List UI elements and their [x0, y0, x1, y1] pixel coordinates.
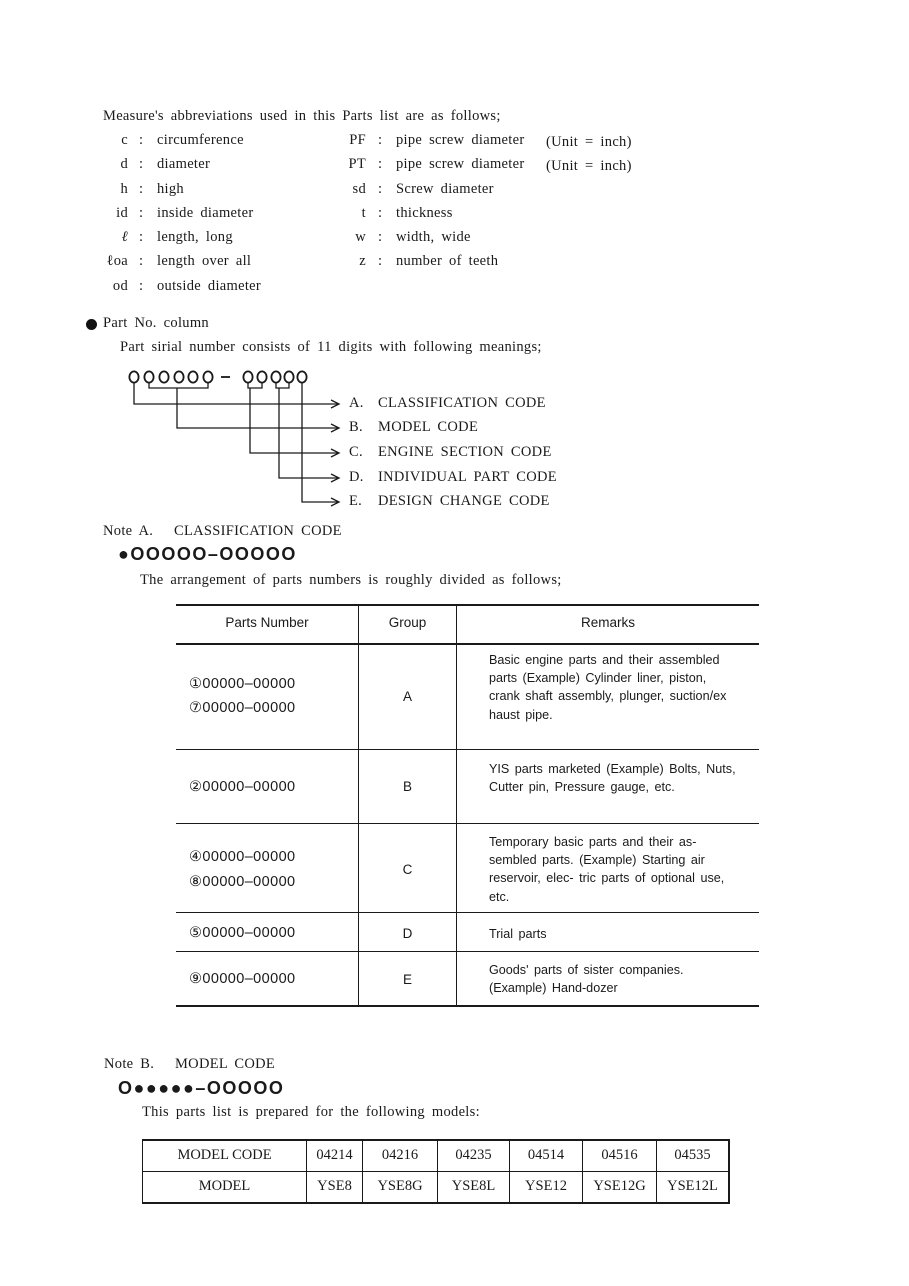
- abbrev-key: od: [112, 278, 128, 294]
- group-value: A: [402, 689, 412, 704]
- abbrev-definition: number of teeth: [396, 253, 499, 269]
- model-code-cell: 04216: [381, 1147, 419, 1163]
- parts-number: ②00000–00000: [189, 779, 296, 795]
- abbrev-key: t: [361, 205, 366, 221]
- part-number-diagram: [120, 362, 350, 512]
- abbrev-key: PF: [349, 132, 366, 148]
- column-header-group: Group: [388, 615, 427, 630]
- abbrev-colon: :: [378, 156, 383, 172]
- note-b-description: This parts list is prepared for the following models:: [142, 1104, 480, 1120]
- code-letter: D.: [349, 469, 364, 485]
- abbrev-definition: width, wide: [396, 229, 471, 245]
- abbrev-colon: :: [378, 205, 383, 221]
- abbrev-colon: :: [139, 132, 144, 148]
- abbrev-definition: pipe screw diameter: [396, 156, 525, 172]
- model-code-cell: 04235: [455, 1147, 492, 1163]
- note-a-code-pattern: ●OOOOO–OOOOO: [118, 544, 297, 564]
- group-value: C: [402, 862, 413, 877]
- abbrev-definition: inside diameter: [157, 205, 254, 221]
- abbrev-key: ℓ: [121, 229, 128, 245]
- abbrev-colon: :: [139, 253, 144, 269]
- parts-number: ④00000–00000: [189, 849, 296, 865]
- model-cell: YSE12G: [593, 1178, 646, 1194]
- model-cell: YSE8G: [377, 1178, 423, 1194]
- abbrev-colon: :: [378, 132, 383, 148]
- abbrev-row: [0, 156, 909, 176]
- abbrev-row: [0, 278, 909, 298]
- remarks-text: Goods' parts of sister companies. (Example) Hand-dozer: [489, 963, 684, 996]
- model-code-cell: 04535: [674, 1147, 711, 1163]
- abbrev-definition: high: [157, 181, 184, 197]
- abbrev-row: [0, 253, 909, 273]
- abbrev-row: [0, 229, 909, 249]
- abbrev-row: [0, 205, 909, 225]
- abbrev-key: w: [355, 229, 366, 245]
- note-b-title: Note B. MODEL CODE: [104, 1056, 276, 1072]
- parts-number: ⑤00000–00000: [189, 925, 296, 941]
- code-label: DESIGN CHANGE CODE: [378, 493, 550, 509]
- group-value: D: [402, 926, 413, 941]
- abbrev-key: sd: [352, 181, 366, 197]
- row-label-model: MODEL: [198, 1178, 251, 1194]
- abbrev-row: [0, 181, 909, 201]
- remarks-text: Temporary basic parts and their as- sembled parts. (Example) Starting air reservoir, elec- tric parts of optional use, etc.: [489, 835, 725, 904]
- note-a-title: Note A. CLASSIFICATION CODE: [103, 523, 342, 539]
- abbrev-colon: :: [139, 278, 144, 294]
- abbrev-key: PT: [348, 156, 366, 172]
- model-code-cell: 04214: [316, 1147, 353, 1163]
- model-cell: YSE8L: [451, 1178, 496, 1194]
- abbrev-key: c: [121, 132, 128, 148]
- model-cell: YSE12L: [667, 1178, 718, 1194]
- column-header-remarks: Remarks: [580, 615, 635, 630]
- code-letter: C.: [349, 444, 363, 460]
- note-a-description: The arrangement of parts numbers is roughly divided as follows;: [140, 572, 562, 588]
- code-label: MODEL CODE: [378, 419, 479, 435]
- parts-number: ⑧00000–00000: [189, 874, 296, 890]
- abbrev-key: id: [116, 205, 128, 221]
- parts-number: ①00000–00000: [189, 676, 296, 692]
- abbrev-definition: outside diameter: [157, 278, 262, 294]
- abbrev-key: d: [120, 156, 128, 172]
- abbrev-definition: pipe screw diameter: [396, 132, 525, 148]
- abbrev-colon: :: [139, 156, 144, 172]
- remarks-text: Basic engine parts and their assembled parts (Example) Cylinder liner, piston, crank shaft assembly, plunger, suction/ex haust pipe.: [489, 653, 727, 722]
- column-header-parts-number: Parts Number: [225, 615, 309, 630]
- parts-number: ⑨00000–00000: [189, 971, 296, 987]
- model-code-cell: 04516: [601, 1147, 638, 1163]
- abbreviations-intro: Measure's abbreviations used in this Parts list are as follows;: [103, 108, 501, 124]
- abbrev-key: h: [120, 181, 128, 197]
- abbrev-row: [0, 132, 909, 152]
- code-letter: A.: [349, 395, 364, 411]
- row-label-model-code: MODEL CODE: [177, 1147, 272, 1163]
- code-label: CLASSIFICATION CODE: [378, 395, 546, 411]
- abbrev-colon: :: [139, 229, 144, 245]
- abbrev-definition: circumference: [157, 132, 244, 148]
- code-label: INDIVIDUAL PART CODE: [378, 469, 557, 485]
- abbrev-colon: :: [378, 229, 383, 245]
- model-code-cell: 04514: [527, 1147, 565, 1163]
- abbrev-definition: Screw diameter: [396, 181, 494, 197]
- remarks-text: YIS parts marketed (Example) Bolts, Nuts, Cutter pin, Pressure gauge, etc.: [489, 762, 736, 795]
- abbrev-unit-note: (Unit = inch): [546, 158, 632, 174]
- abbrev-colon: :: [139, 181, 144, 197]
- bullet-icon: [86, 319, 97, 330]
- remarks-text: Trial parts: [489, 927, 547, 941]
- code-label: ENGINE SECTION CODE: [378, 444, 552, 460]
- code-letter: B.: [349, 419, 363, 435]
- abbrev-key: ℓoa: [106, 253, 128, 269]
- model-cell: YSE8: [317, 1178, 352, 1194]
- group-value: B: [402, 779, 412, 794]
- abbrev-key: z: [359, 253, 366, 269]
- abbrev-colon: :: [139, 205, 144, 221]
- abbrev-unit-note: (Unit = inch): [546, 134, 632, 150]
- code-letter: E.: [349, 493, 363, 509]
- abbrev-definition: diameter: [157, 156, 211, 172]
- abbrev-definition: length over all: [157, 253, 252, 269]
- abbrev-colon: :: [378, 253, 383, 269]
- group-value: E: [402, 972, 412, 987]
- parts-number: ⑦00000–00000: [189, 700, 296, 716]
- model-cell: YSE12: [525, 1178, 567, 1194]
- part-no-description: Part sirial number consists of 11 digits with following meanings;: [120, 339, 542, 355]
- part-no-heading: Part No. column: [103, 315, 209, 331]
- abbrev-colon: :: [378, 181, 383, 197]
- note-b-code-pattern: O●●●●●–OOOOO: [118, 1078, 285, 1098]
- abbrev-definition: length, long: [157, 229, 233, 245]
- abbrev-definition: thickness: [396, 205, 453, 221]
